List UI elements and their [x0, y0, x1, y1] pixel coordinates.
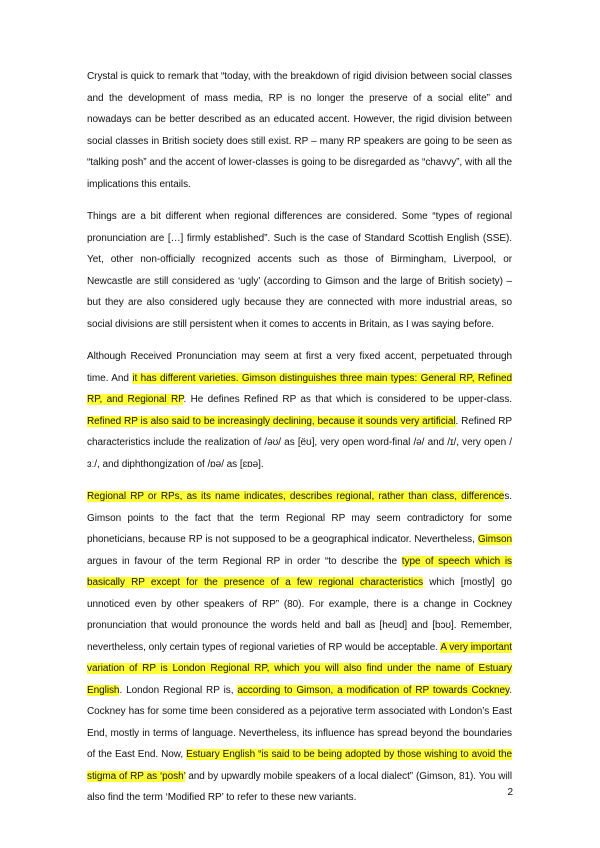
text-run: and by upwardly mobile speakers of a local dialect” (Gimson, 81). You will also find the term ‘Modified RP’ to refer to these new variants.: [87, 770, 512, 803]
text-run: s. Gimson points to the fact that the term Regional RP may seem contradictory for some phoneticians, because RP is not supposed to be a geographical indicator. Nevertheless,: [87, 491, 512, 545]
text-run: . He defines Refined RP as that which is considered to be upper-class.: [183, 394, 512, 405]
text-run: Crystal is quick to remark that “today, with the breakdown of rigid division between social classes and the development of mass media, RP is no longer the preserve of a social elite” and nowadays can be better described as an educated accent. However, the rigid division between social classes in British society does still exist. RP – many RP speakers are going to be seen as “talking posh” and the accent of lower-classes is going to be disregarded as “chavvy”, with all the implications this entails.: [87, 71, 512, 190]
text-run: . London Regional RP is,: [119, 684, 238, 696]
paragraph-regional-rp: [87, 486, 512, 809]
paragraph-varieties: [87, 346, 512, 475]
text-run: Things are a bit different when regional differences are considered. Some “types of regional pronunciation are […] firmly established”. Such is the case of Standard Scottish English (SSE). Yet, other non-officially recognized accents such as those of Birmingham, Liverpool, or Newcastle are still considered as ‘ugly’ (according to Gimson and the large of British society) – but they are also considered ugly because they are connected with more industrial areas, so social divisions are still persistent when it comes to accents in Britain, as I was saying before.: [87, 211, 512, 330]
text-run: Although Received Pronunciation may seem at first a very fixed accent, perpetuated through time. And: [87, 351, 512, 384]
highlighted-text: type of speech which is basically RP except for the presence of a few regional characteristics: [87, 555, 512, 588]
highlighted-text: Refined RP is also said to be increasingly declining, because it sounds very artificial: [87, 415, 456, 427]
highlighted-text: Estuary English “is said to be being adopted by those wishing to avoid the stigma of RP as ‘posh’: [87, 749, 512, 782]
text-run: . Cockney has for some time been considered as a pejorative term associated with London’s East End, mostly in terms of language. Nevertheless, its influence has spread beyond the boundaries of the East End. Now,: [87, 684, 512, 760]
highlighted-text: Gimson: [477, 534, 512, 545]
text-run: argues in favour of the term Regional RP in order “to describe the: [87, 555, 402, 567]
highlighted-text: according to Gimson, a modification of RP towards Cockney: [237, 684, 510, 696]
text-run: . Refined RP characteristics include the realization of /əʊ/ as [ëʊ], very open word-final /ə/ and /ɪ/, very open /ɜː/, and diphthongization of /ɒə/ as [ɛɒə].: [87, 415, 512, 470]
page-number: 2: [507, 787, 513, 798]
highlighted-text: it has different varieties. Gimson distinguishes three main types: General RP, Refined RP, and Regional RP: [87, 372, 512, 405]
paragraph-regional-differences: [87, 206, 512, 335]
highlighted-text: Regional RP or RPs, as its name indicates, describes regional, rather than class, difference: [87, 491, 505, 502]
paragraph-crystal: [87, 66, 512, 195]
text-run: which [mostly] go unnoticed even by other speakers of RP” (80). For example, there is a change in Cockney pronunciation that would pronounce the words held and ball as [heʊd] and [bɔʊ]. Remember, nevertheless, only certain types of regional varieties of RP would be acceptable.: [87, 577, 512, 653]
highlighted-text: A very important variation of RP is London Regional RP, which you will also find under the name of Estuary English: [87, 641, 512, 696]
